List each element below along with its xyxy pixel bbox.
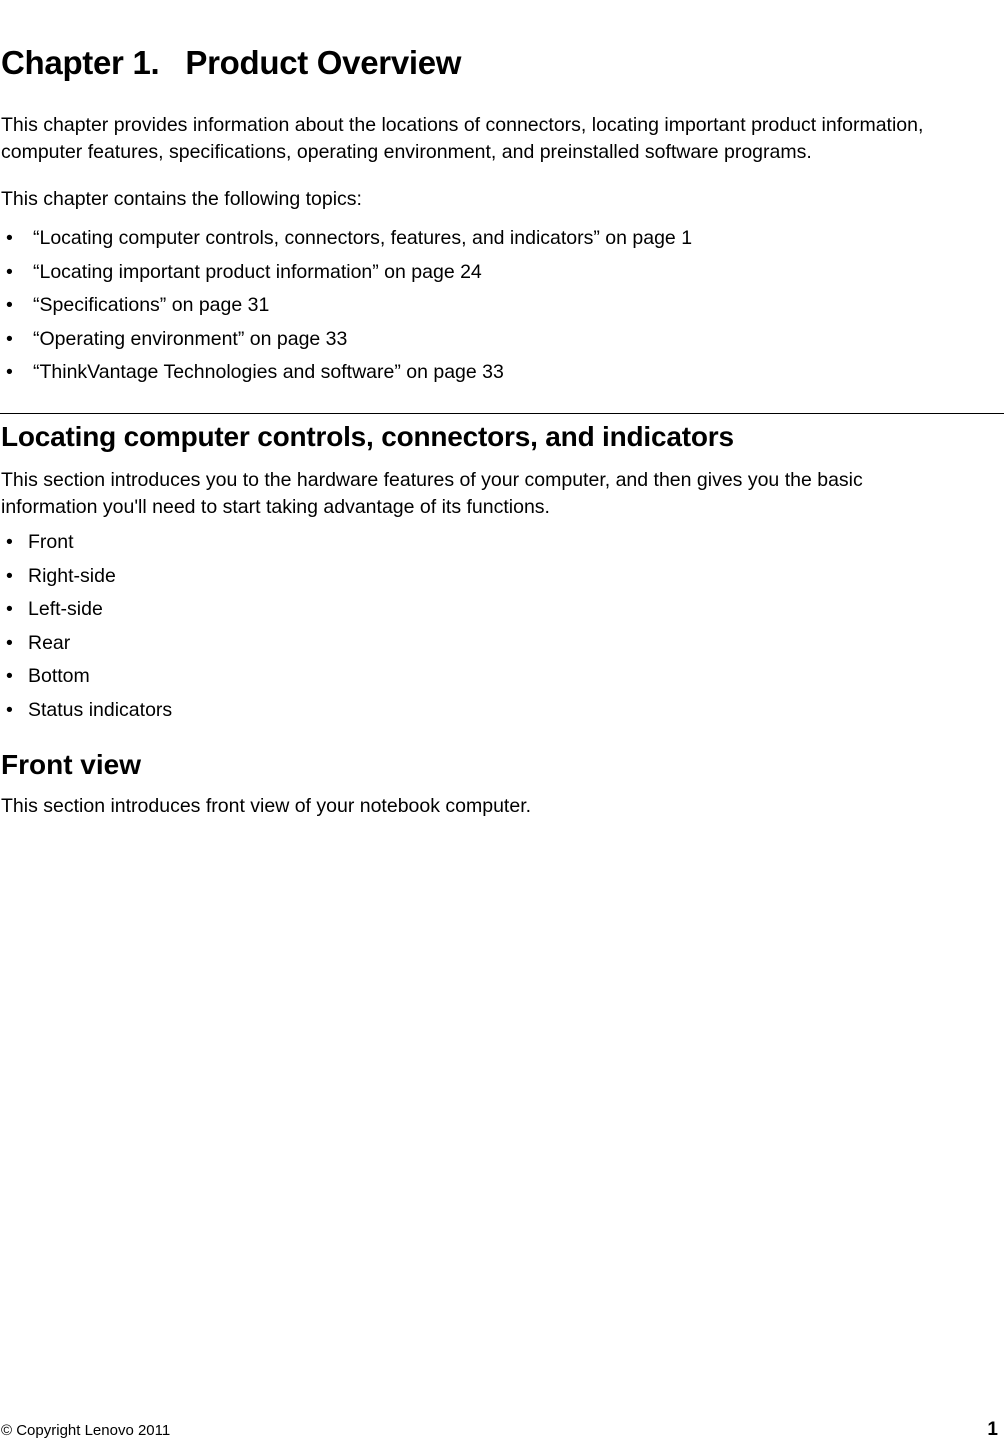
chapter-name: Product Overview: [185, 44, 462, 81]
bullet-icon: •: [6, 260, 13, 283]
section-intro: [1, 467, 863, 521]
front-view-heading: Front view: [1, 749, 142, 780]
front-view-text: This section introduces front view of your notebook computer.: [1, 795, 532, 817]
bullet-icon: •: [6, 327, 13, 350]
section-divider: [0, 413, 1004, 414]
page-number: 1: [987, 1419, 998, 1440]
bullet-icon: •: [6, 531, 13, 553]
section-intro-line-2: information you'll need to start taking advantage of its functions.: [1, 496, 550, 518]
list-item-label: Front: [28, 531, 74, 553]
list-item-label: Status indicators: [28, 698, 173, 721]
list-item-label: Right-side: [28, 564, 116, 587]
topic-link[interactable]: “Specifications” on page 31: [33, 294, 270, 317]
bullet-icon: •: [6, 564, 13, 587]
section-intro-line-1: This section introduces you to the hardware features of your computer, and then gives you the basic: [1, 469, 863, 491]
list-item-label: Bottom: [28, 665, 90, 688]
bullet-icon: •: [6, 294, 13, 317]
topic-link[interactable]: “Locating important product information” on page 24: [33, 260, 482, 283]
bullet-icon: •: [6, 631, 13, 654]
bullet-icon: •: [6, 698, 13, 721]
chapter-label: Chapter 1.: [1, 44, 160, 81]
intro-paragraph: [1, 112, 923, 166]
bullet-icon: •: [6, 665, 13, 688]
topic-link[interactable]: “ThinkVantage Technologies and software” on page 33: [33, 361, 504, 384]
intro-line-2: computer features, specifications, operating environment, and preinstalled software programs.: [1, 141, 812, 163]
bullet-icon: •: [6, 227, 13, 249]
bullet-icon: •: [6, 598, 13, 621]
bullet-icon: •: [6, 361, 13, 384]
copyright-notice: © Copyright Lenovo 2011: [1, 1422, 171, 1439]
list-item-label: Left-side: [28, 598, 103, 621]
topic-link[interactable]: “Locating computer controls, connectors, features, and indicators” on page 1: [33, 227, 693, 249]
section-heading: Locating computer controls, connectors, and indicators: [1, 421, 734, 452]
list-item-label: Rear: [28, 631, 71, 654]
topic-link[interactable]: “Operating environment” on page 33: [33, 327, 348, 350]
intro-line-1: This chapter provides information about the locations of connectors, locating important product information,: [1, 114, 924, 136]
topics-lead: This chapter contains the following topics:: [1, 188, 362, 210]
chapter-title: [1, 44, 461, 82]
